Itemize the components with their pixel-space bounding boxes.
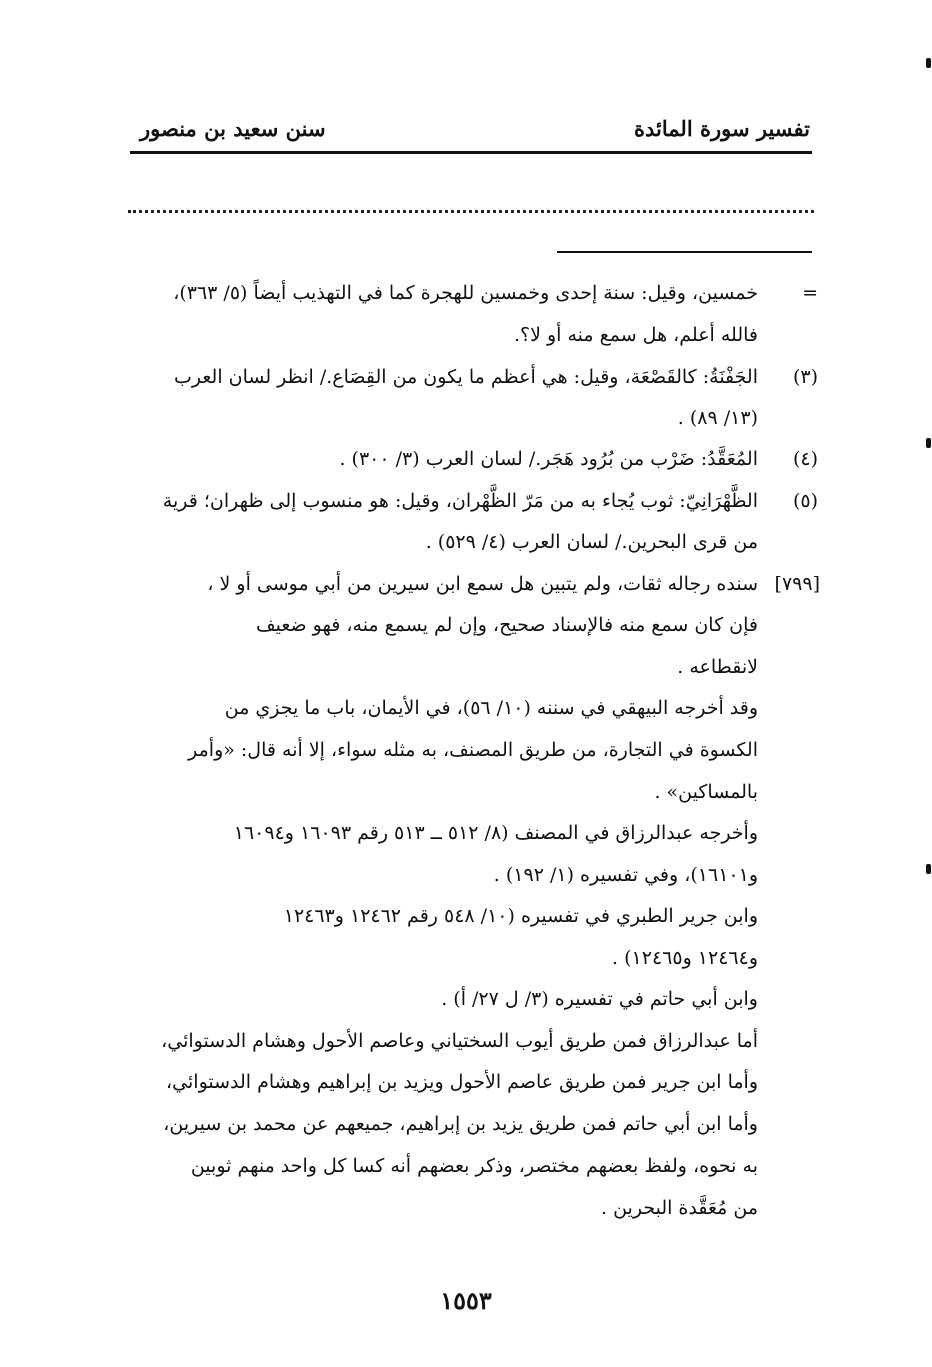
text-line: و١٢٤٦٤ و١٢٤٦٥) . bbox=[612, 947, 758, 969]
text-line: (١٣/ ٨٩) . bbox=[677, 407, 758, 429]
text-line: من مُعَقَّدة البحرين . bbox=[601, 1197, 758, 1219]
text-line: فإن كان سمع منه فالإسناد صحيح، وإن لم يسمع منه، فهو ضعيف bbox=[255, 614, 758, 636]
text-line: وقد أخرجه البيهقي في سننه (١٠/ ٥٦)، في الأيمان، باب ما يجزي من bbox=[224, 697, 758, 719]
text-line: الجَفْنَةُ: كالقَصْعَة، وقيل: هي أعظم ما يكون من القِصَاع./ انظر لسان العرب bbox=[174, 366, 758, 388]
scan-edge-mark bbox=[926, 438, 931, 448]
text-line: خمسين، وقيل: سنة إحدى وخمسين للهجرة كما في التهذيب أيضاً (٥/ ٣٦٣)، bbox=[173, 282, 758, 304]
hadith-marker-799: [٧٩٩] bbox=[774, 573, 820, 595]
scan-edge-mark bbox=[926, 58, 931, 68]
text-line: وأما ابن جرير فمن طريق عاصم الأحول ويزيد بن إبراهيم وهشام الدستوائي، bbox=[166, 1071, 758, 1093]
running-title-left: سنن سعيد بن منصور bbox=[140, 116, 326, 141]
text-line: أما عبدالرزاق فمن طريق أيوب السختياني وعاصم الأحول وهشام الدستوائي، bbox=[161, 1030, 758, 1052]
text-line: لانقطاعه . bbox=[677, 656, 758, 678]
running-title-right: تفسير سورة المائدة bbox=[634, 116, 810, 141]
header-rule bbox=[130, 151, 812, 154]
text-line: وابن أبي حاتم في تفسيره (٣/ ل ٢٧/ أ) . bbox=[441, 988, 758, 1010]
text-line: من قرى البحرين./ لسان العرب (٤/ ٥٢٩) . bbox=[425, 531, 758, 553]
text-line: وابن جرير الطبري في تفسيره (١٠/ ٥٤٨ رقم ١٢٤٦٢ و١٢٤٦٣ bbox=[283, 905, 758, 927]
page-number: ١٥٥٣ bbox=[440, 1286, 492, 1315]
text-line: وأخرجه عبدالرزاق في المصنف (٨/ ٥١٢ ــ ٥١٣ رقم ١٦٠٩٣ و١٦٠٩٤ bbox=[233, 822, 758, 844]
text-line: سنده رجاله ثقات، ولم يتبين هل سمع ابن سيرين من أبي موسى أو لا ، bbox=[207, 573, 758, 595]
text-line: وأما ابن أبي حاتم فمن طريق يزيد بن إبراهيم، جميعهم عن محمد بن سيرين، bbox=[163, 1113, 758, 1135]
text-line: و١٦١٠١)، وفي تفسيره (١/ ١٩٢) . bbox=[493, 864, 758, 886]
text-line: فالله أعلم، هل سمع منه أو لا؟. bbox=[514, 324, 758, 346]
dotted-separator bbox=[128, 210, 814, 213]
continuation-marker: = bbox=[802, 282, 818, 304]
text-line: به نحوه، ولفظ بعضهم مختصر، وذكر بعضهم أنه كسا كل واحد منهم ثوبين bbox=[190, 1155, 758, 1177]
text-line: المُعَقَّدُ: ضَرْب من بُرُود هَجَر./ لسان العرب (٣/ ٣٠٠) . bbox=[339, 448, 758, 470]
footnote-rule bbox=[557, 251, 812, 253]
footnote-marker-3: (٣) bbox=[792, 366, 818, 388]
text-line: الظَّهْرَانِيّ: ثوب يُجاء به من مَرّ الظَّهْران، وقيل: هو منسوب إلى ظهران؛ قرية bbox=[162, 490, 758, 512]
footnote-marker-5: (٥) bbox=[792, 490, 818, 512]
text-line: الكسوة في التجارة، من طريق المصنف، به مثله سواء، إلا أنه قال: «وأمر bbox=[188, 739, 758, 761]
text-line: بالمساكين» . bbox=[654, 781, 758, 803]
scan-edge-mark bbox=[926, 864, 931, 874]
footnote-marker-4: (٤) bbox=[792, 448, 818, 470]
